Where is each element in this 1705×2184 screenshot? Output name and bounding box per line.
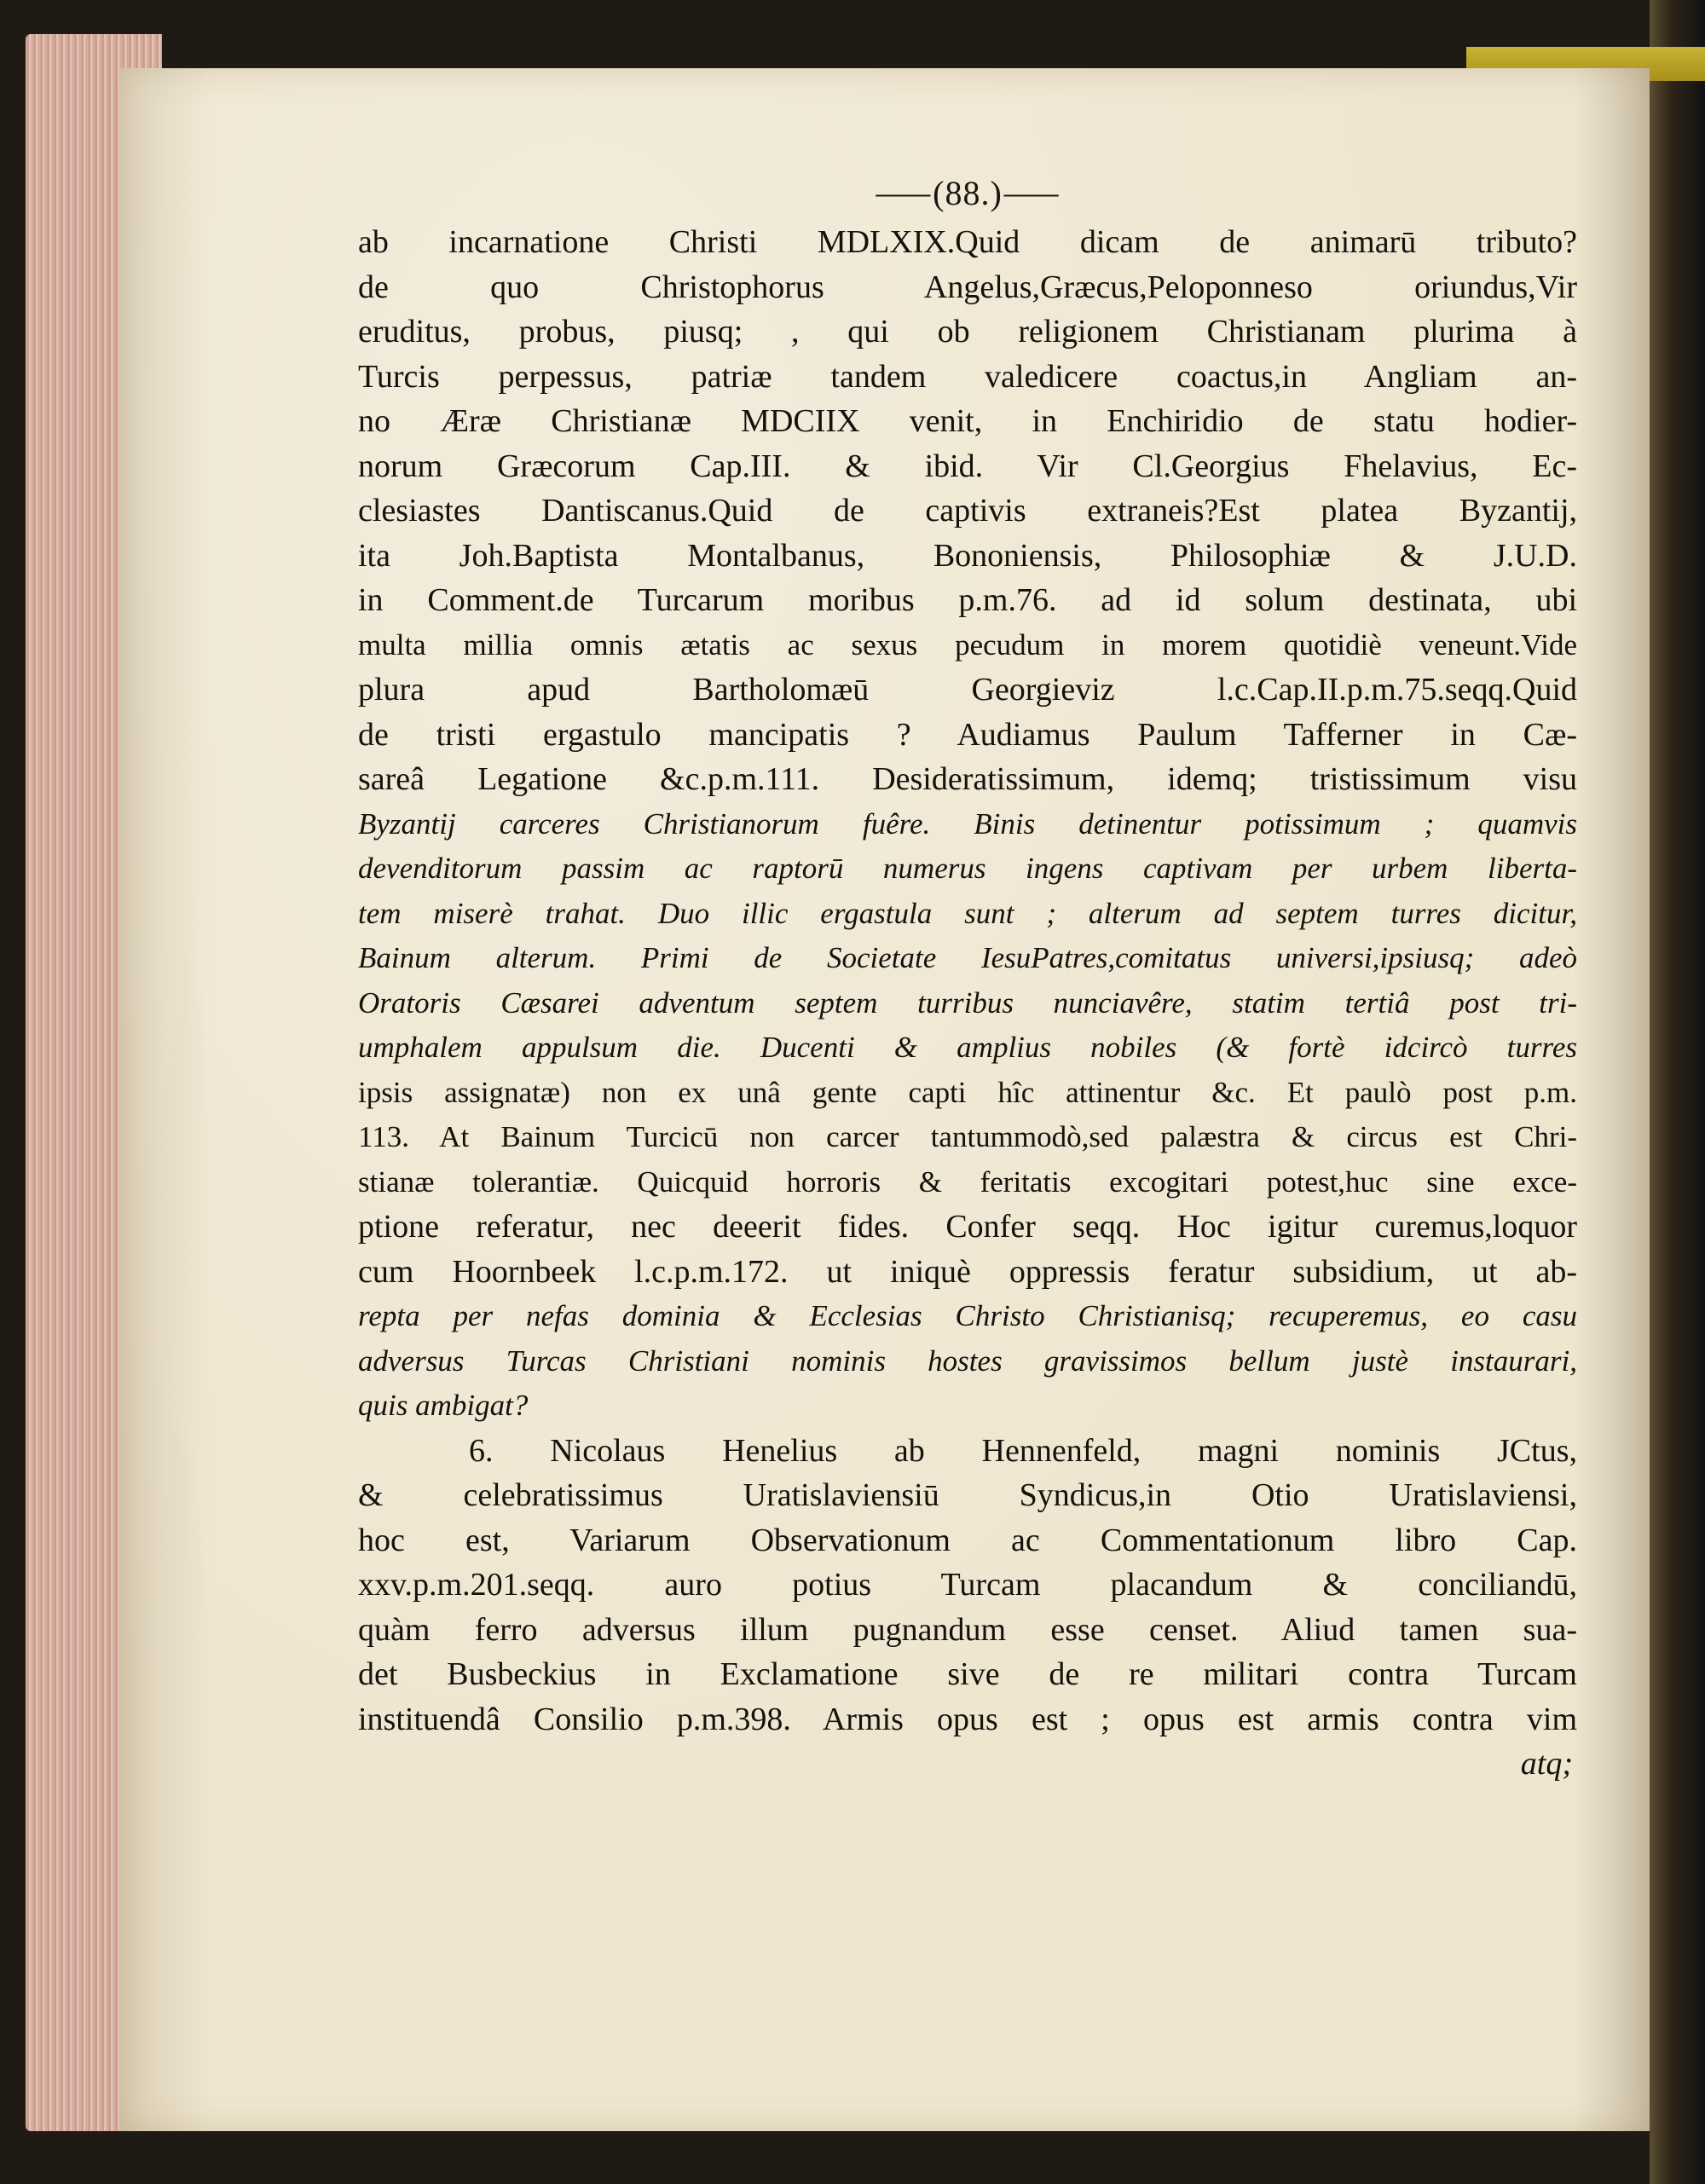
text-line: instituendâ Consilio p.m.398. Armis opus est ; opus est armis contra vim xyxy=(358,1701,1577,1737)
text-line: 113. At Bainum Turcicū non carcer tantummodò,sed palæstra & circus est Chri- xyxy=(358,1120,1577,1153)
text-line: cum Hoornbeek l.c.p.m.172. ut iniquè oppressis feratur subsidium, ut ab- xyxy=(358,1253,1577,1290)
text-line: eruditus, probus, piusq; , qui ob religionem Christianam plurima à xyxy=(358,314,1577,350)
page-number-header: ⸺(88.)⸺ xyxy=(874,174,1061,212)
text-line: ipsis assignatæ) non ex unâ gente capti hîc attinentur &c. Et paulò post p.m. xyxy=(358,1075,1577,1109)
text-line: in Comment.de Turcarum moribus p.m.76. ad id solum destinata, ubi xyxy=(358,582,1577,618)
text-line: Bainum alterum. Primi de Societate IesuPatres,comitatus universi,ipsiusq; adeò xyxy=(358,941,1577,974)
book-spine xyxy=(1650,0,1705,2184)
text-line: multa millia omnis ætatis ac sexus pecudum in morem quotidiè veneunt.Vide xyxy=(358,627,1577,662)
text-line: hoc est, Variarum Observationum ac Commentationum libro Cap. xyxy=(358,1522,1577,1558)
text-line: umphalem appulsum die. Ducenti & amplius nobiles (& fortè idcircò turres xyxy=(358,1031,1577,1064)
page-text xyxy=(358,220,1577,1787)
text-line: Oratoris Cæsarei adventum septem turribus nunciavêre, statim tertiâ post tri- xyxy=(358,985,1577,1020)
text-line: & celebratissimus Uratislaviensiū Syndicus,in Otio Uratislaviensi, xyxy=(358,1477,1577,1513)
text-line: repta per nefas dominia & Ecclesias Christo Christianisq; recuperemus, eo casu xyxy=(358,1299,1577,1332)
text-line: ab incarnatione Christi MDLXIX.Quid dicam de animarū tributo? xyxy=(358,224,1577,260)
text-line: quis ambigat? xyxy=(358,1389,529,1422)
text-line: det Busbeckius in Exclamatione sive de re militari contra Turcam xyxy=(358,1656,1577,1692)
catchword: atq; xyxy=(1520,1746,1573,1782)
text-line: sareâ Legatione &c.p.m.111. Desideratissimum, idemq; tristissimum visu xyxy=(358,761,1577,797)
text-line: xxv.p.m.201.seqq. auro potius Turcam placandum & conciliandū, xyxy=(358,1567,1577,1603)
text-line: Turcis perpessus, patriæ tandem valedicere coactus,in Angliam an- xyxy=(358,358,1577,395)
text-line: quàm ferro adversus illum pugnandum esse censet. Aliud tamen sua- xyxy=(358,1611,1577,1648)
text-line: ita Joh.Baptista Montalbanus, Bononiensis, Philosophiæ & J.U.D. xyxy=(358,537,1577,574)
text-line: tem miserè trahat. Duo illic ergastula sunt ; alterum ad septem turres dicitur, xyxy=(358,896,1577,930)
text-line: plura apud Bartholomæū Georgieviz l.c.Cap.II.p.m.75.seqq.Quid xyxy=(358,672,1577,708)
text-line: clesiastes Dantiscanus.Quid de captivis extraneis?Est platea Byzantij, xyxy=(358,493,1577,529)
text-line: adversus Turcas Christiani nominis hostes gravissimos bellum justè instaurari, xyxy=(358,1343,1577,1378)
text-line: Byzantij carceres Christianorum fuêre. Binis detinentur potissimum ; quamvis xyxy=(358,806,1577,841)
text-line: stianæ tolerantiæ. Quicquid horroris & feritatis excogitari potest,huc sine exce- xyxy=(358,1164,1577,1199)
text-line: norum Græcorum Cap.III. & ibid. Vir Cl.Georgius Fhelavius, Ec- xyxy=(358,448,1577,484)
text-line: de quo Christophorus Angelus,Græcus,Peloponneso oriundus,Vir xyxy=(358,269,1577,305)
text-line: 6. Nicolaus Henelius ab Hennenfeld, magni nominis JCtus, xyxy=(469,1432,1577,1469)
text-line: ptione referatur, nec deeerit fides. Confer seqq. Hoc igitur curemus,loquor xyxy=(358,1209,1577,1245)
text-line: no Æræ Christianæ MDCIIX venit, in Enchiridio de statu hodier- xyxy=(358,403,1577,439)
text-line: de tristi ergastulo mancipatis ? Audiamus Paulum Tafferner in Cæ- xyxy=(358,716,1577,753)
text-line: devenditorum passim ac raptorū numerus ingens captivam per urbem liberta- xyxy=(358,852,1577,885)
